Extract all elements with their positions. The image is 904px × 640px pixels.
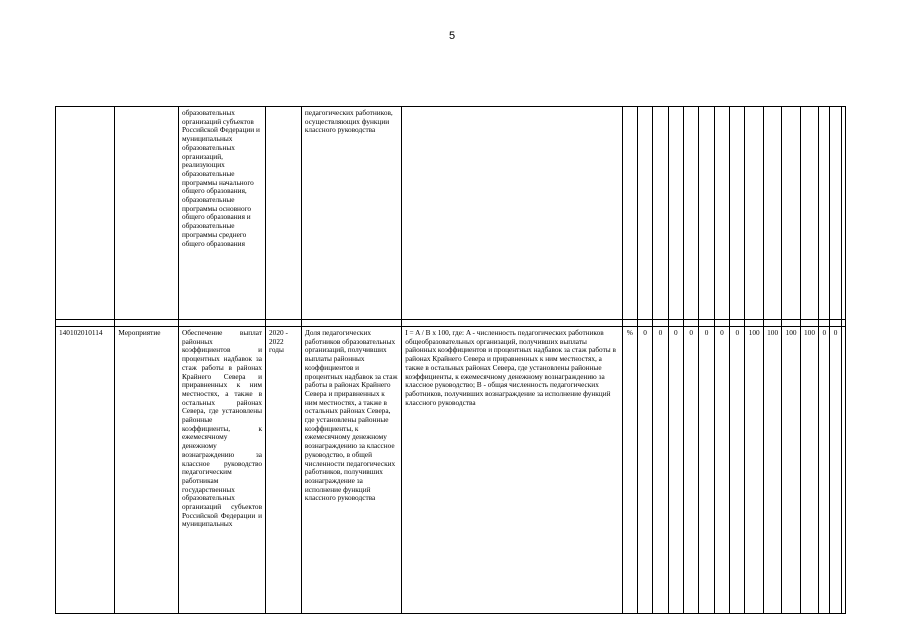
code-cell <box>56 107 115 320</box>
value-cell: 100 <box>745 327 763 614</box>
value-cell <box>637 107 652 320</box>
indicator-cell: педагогических работников, осуществляющих функции классного руководства <box>301 107 401 320</box>
value-cell <box>830 107 841 320</box>
value-cell: 0 <box>699 327 714 614</box>
period-cell <box>266 107 302 320</box>
table-row <box>56 327 846 614</box>
value-cell: 100 <box>782 327 800 614</box>
value-cell: 0 <box>819 327 830 614</box>
value-cell: 0 <box>684 327 699 614</box>
code-cell: 140102010114 <box>56 327 115 614</box>
name-cell: Обеспечение выплат районных коэффициентов и процентных надбавок за стаж работы в районах Крайнего Севера и приравненных к ним местностях, а также в остальных районах Севера, где установлены районные коэффициенты, к ежемесячному денежному вознаграждению за классное руководство педагогическим работникам государственных образовательных организаций субъектов Российской Федерации и муниципальных <box>178 327 265 614</box>
value-cell: 100 <box>800 327 818 614</box>
value-cell <box>745 107 763 320</box>
value-cell <box>668 107 683 320</box>
value-cell <box>763 107 781 320</box>
period-cell: 2020 - 2022 годы <box>266 327 302 614</box>
name-cell: образовательных организаций субъектов Российской Федерации и муниципальных образовательных организаций, реализующих образовательные программы начального общего образования, образовательные программы основного общего образования и образовательные программы среднего общего образования <box>178 107 265 320</box>
formula-cell <box>402 107 622 320</box>
unit-cell: % <box>622 327 637 614</box>
table-row <box>56 107 846 320</box>
row-separator <box>56 320 846 327</box>
value-cell <box>699 107 714 320</box>
value-cell <box>714 107 729 320</box>
type-cell <box>115 107 179 320</box>
value-cell <box>800 107 818 320</box>
indicator-cell: Доля педагогических работников образовательных организаций, получивших выплаты районных коэффициентов и процентных надбавок за стаж работы в районах Крайнего Севера и приравненных к ним местностях, а также в остальных районах Севера, где установлены районные коэффициенты, к ежемесячному денежному вознаграждению за классное руководство, в общей численности педагогических работников, получивших вознаграждение за исполнение функций классного руководства <box>301 327 401 614</box>
value-cell: 0 <box>714 327 729 614</box>
value-cell <box>819 107 830 320</box>
formula-cell: I = A / B x 100, где: A - численность педагогических работников общеобразовательных организаций, получивших выплаты районных коэффициентов и процентных надбавок за стаж работы в районах Крайнего Севера и приравненных к ним местностях, а также в остальных районах Севера, где установлены районные коэффициенты, к ежемесячному денежному вознаграждению за классное руководство; B - общая численность педагогических работников, получивших вознаграждение за исполнение функций классного руководства <box>402 327 622 614</box>
unit-cell <box>622 107 637 320</box>
value-cell <box>684 107 699 320</box>
document-table <box>55 106 846 614</box>
type-cell: Мероприятие <box>115 327 179 614</box>
value-cell <box>841 327 845 614</box>
value-cell: 100 <box>763 327 781 614</box>
value-cell: 0 <box>668 327 683 614</box>
value-cell <box>782 107 800 320</box>
value-cell <box>730 107 745 320</box>
value-cell <box>653 107 668 320</box>
value-cell: 0 <box>637 327 652 614</box>
value-cell: 0 <box>653 327 668 614</box>
value-cell <box>841 107 845 320</box>
value-cell: 0 <box>730 327 745 614</box>
page-number: 5 <box>448 30 456 42</box>
value-cell: 0 <box>830 327 841 614</box>
